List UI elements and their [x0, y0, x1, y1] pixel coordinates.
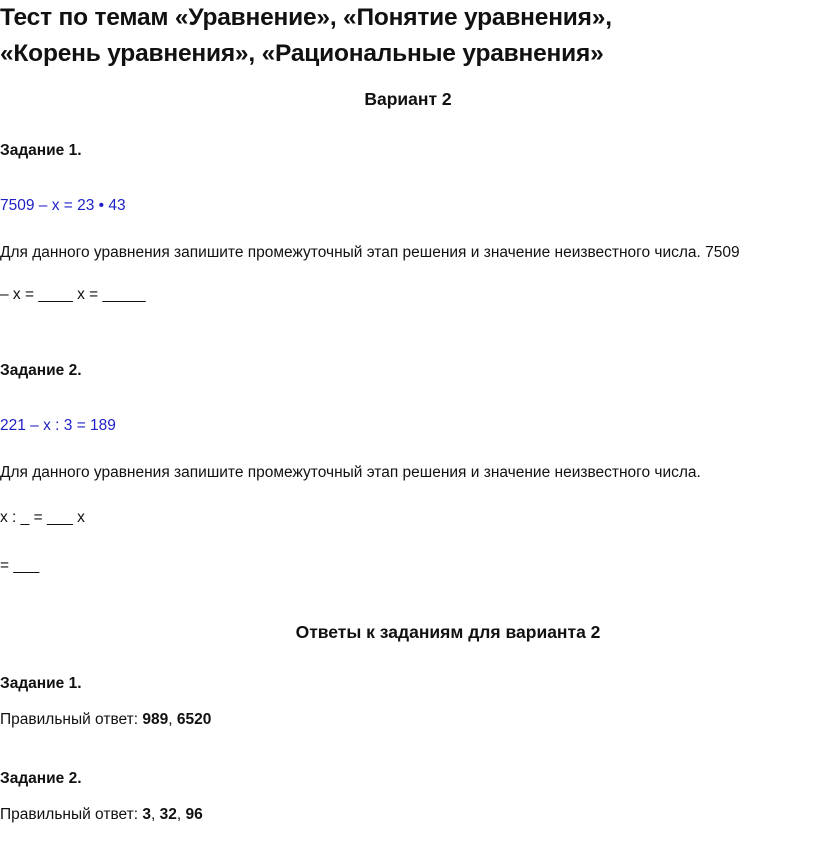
answer-1-line — [0, 711, 211, 729]
answer-2-heading: Задание 2. — [0, 770, 82, 787]
answer-1-heading: Задание 1. — [0, 675, 82, 692]
answer-2-separator-1: , — [150, 806, 160, 823]
answer-1-value-1: 989 — [142, 711, 169, 728]
answer-2-value-2: 32 — [159, 806, 177, 823]
task-1-answer-blanks: – x = ____ x = _____ — [0, 286, 146, 303]
answer-1-separator: , — [168, 711, 177, 728]
variant-heading: Вариант 2 — [364, 89, 452, 109]
answer-2-line — [0, 806, 203, 824]
answer-1-value-2: 6520 — [176, 711, 212, 728]
page-title-line-2: «Корень уравнения», «Рациональные уравнения» — [0, 40, 604, 67]
task-1-heading: Задание 1. — [0, 142, 82, 159]
task-2-equation: 221 – x : 3 = 189 — [0, 417, 116, 434]
answer-2-prefix: Правильный ответ: — [0, 806, 143, 823]
answer-2-value-3: 96 — [185, 806, 203, 823]
task-1-equation: 7509 – x = 23 • 43 — [0, 197, 126, 214]
task-1-instruction: Для данного уравнения запишите промежуточный этап решения и значение неизвестного числа. 7509 — [0, 244, 740, 261]
task-2-answer-blanks-2: = ___ — [0, 557, 40, 574]
answer-1-prefix: Правильный ответ: — [0, 711, 143, 728]
task-2-answer-blanks-1: x : _ = ___ x — [0, 509, 85, 526]
answer-2-separator-2: , — [176, 806, 186, 823]
answer-2-value-1: 3 — [142, 806, 151, 823]
answers-heading: Ответы к заданиям для варианта 2 — [295, 622, 601, 642]
task-2-heading: Задание 2. — [0, 362, 82, 379]
task-2-instruction: Для данного уравнения запишите промежуточный этап решения и значение неизвестного числа. — [0, 464, 701, 481]
page-title-line-1: Тест по темам «Уравнение», «Понятие уравнения», — [0, 4, 612, 31]
